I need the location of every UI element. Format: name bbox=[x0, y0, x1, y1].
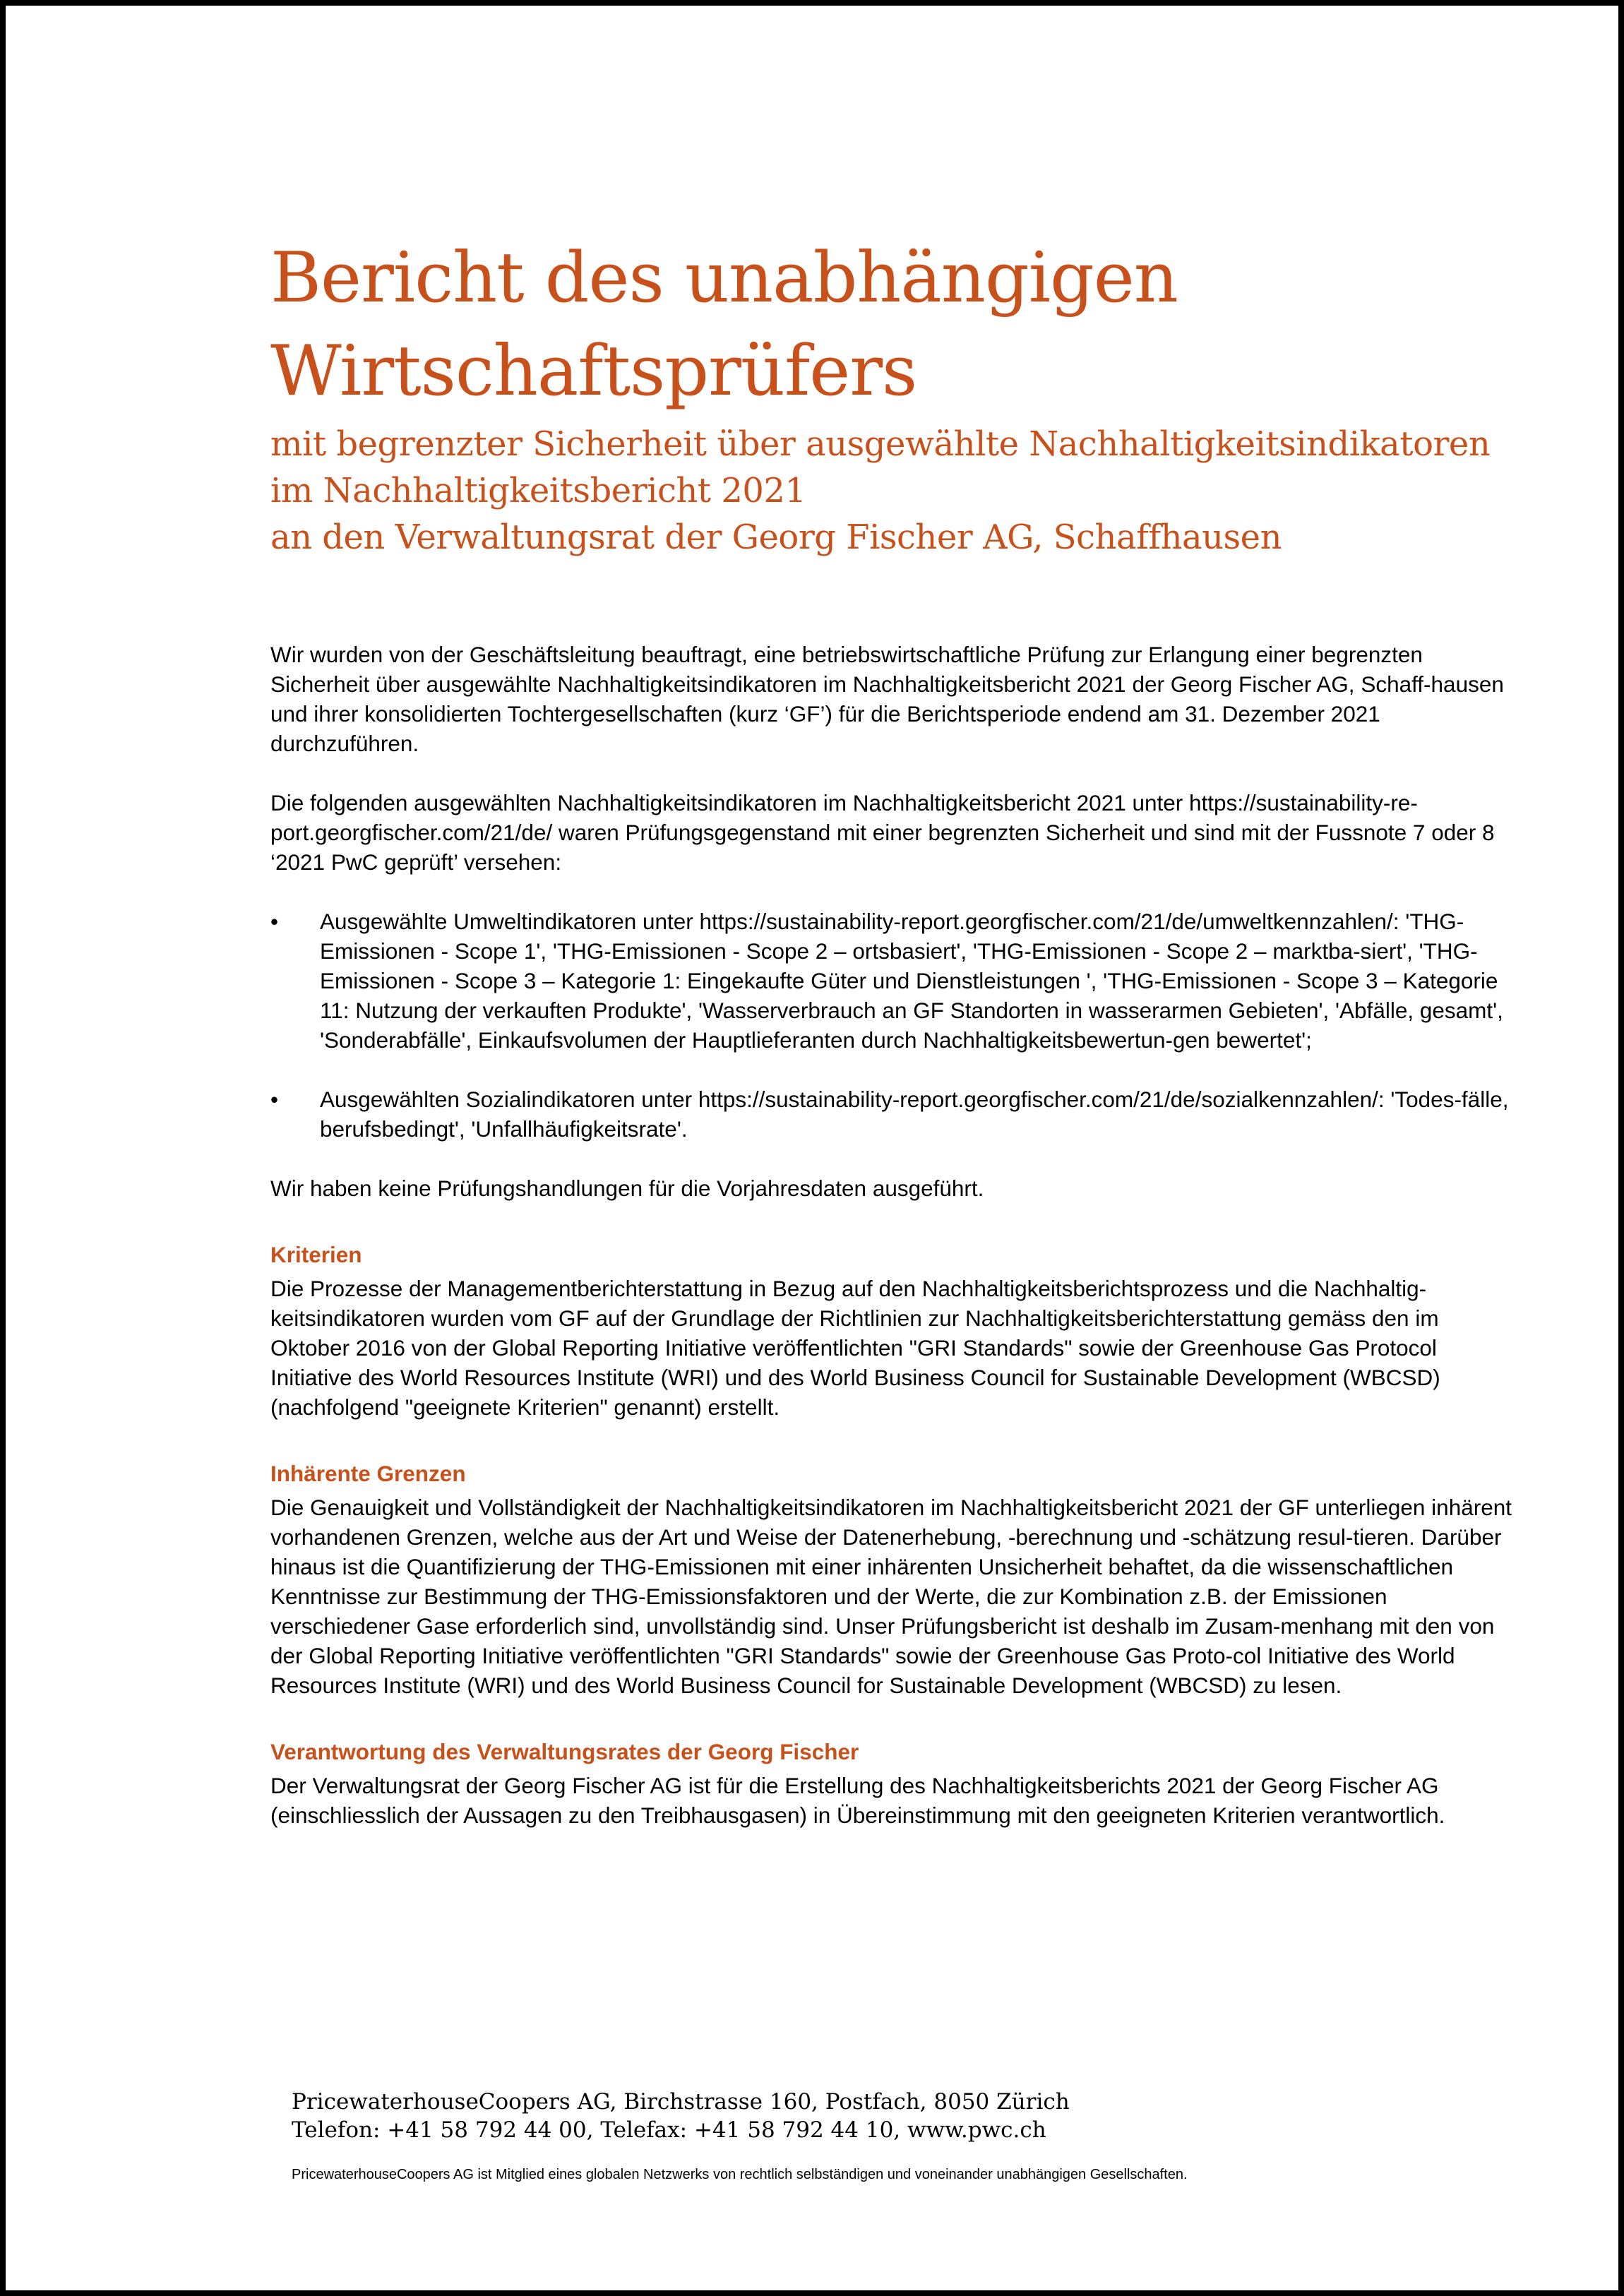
section-heading: Kriterien bbox=[270, 1242, 362, 1267]
list-item bbox=[270, 1084, 1513, 1144]
subtitle-line-2: im Nachhaltigkeitsbericht 2021 bbox=[270, 471, 806, 510]
section-kriterien bbox=[270, 1240, 1513, 1422]
section-heading: Inhärente Grenzen bbox=[270, 1461, 466, 1486]
section-text: Die Genauigkeit und Vollständigkeit der Nachhaltigkeitsindikatoren im Nachhaltigkeitsbericht 2021 der GF unterliegen inhärent vorhandenen Grenzen, welche aus der Art und Weise der Datenerhebung, -berechnung und -schätzung resul-tieren. Darüber hinaus ist die Quantifizierung der THG-Emissionen mit einer inhärenten Unsicherheit behaftet, da die wissenschaftlichen Kenntnisse zur Bestimmung der THG-Emissionsfaktoren und der Werte, die zur Kombination z.B. der Emissionen verschiedener Gase erforderlich sind, unvollständig sind. Unser Prüfungsbericht ist deshalb im Zusam-menhang mit den von der Global Reporting Initiative veröffentlichten "GRI Standards" sowie der Greenhouse Gas Proto-col Initiative des World Resources Institute (WRI) und des World Business Council for Sustainable Development (WBCSD) zu lesen. bbox=[270, 1495, 1512, 1698]
footer-contact: Telefon: +41 58 792 44 00, Telefax: +41 58 792 44 10, www.pwc.ch bbox=[292, 2117, 1046, 2143]
indicator-list bbox=[270, 907, 1513, 1144]
intro-paragraph-3: Wir haben keine Prüfungshandlungen für die Vorjahresdaten ausgeführt. bbox=[270, 1176, 984, 1201]
bullet-icon: • bbox=[270, 1087, 279, 1112]
section-inhaerente-grenzen bbox=[270, 1459, 1513, 1700]
list-item-text: Ausgewählten Sozialindikatoren unter https://sustainability-report.georgfischer.com/21/de/sozialkennzahlen/: 'Todes-fälle, berufsbedingt', 'Unfallhäufigkeitsrate'. bbox=[320, 1087, 1509, 1142]
list-item bbox=[270, 907, 1513, 1055]
page-footer bbox=[292, 2088, 1492, 2184]
report-content bbox=[270, 232, 1513, 1830]
section-heading: Verantwortung des Verwaltungsrates der Georg Fischer bbox=[270, 1739, 859, 1764]
intro-paragraph-2: Die folgenden ausgewählten Nachhaltigkeitsindikatoren im Nachhaltigkeitsbericht 2021 unter https://sustainability-re-port.georgfischer.com/21/de/ waren Prüfungsgegenstand mit einer begrenzten Sicherheit und sind mit der Fussnote 7 oder 8 ‘2021 PwC geprüft’ versehen: bbox=[270, 790, 1495, 875]
subtitle-line-1: mit begrenzter Sicherheit über ausgewählte Nachhaltigkeitsindikatoren bbox=[270, 424, 1491, 464]
subtitle-line-3: an den Verwaltungsrat der Georg Fischer AG, Schaffhausen bbox=[270, 518, 1282, 557]
title-line-2: Wirtschaftsprüfers bbox=[270, 331, 917, 412]
title-line-1: Bericht des unabhängigen bbox=[270, 238, 1178, 318]
list-item-text: Ausgewählte Umweltindikatoren unter https://sustainability-report.georgfischer.com/21/de/umweltkennzahlen/: 'THG-Emissionen - Scope 1', 'THG-Emissionen - Scope 2 – ortsbasiert', 'THG-Emissionen - Scope 2 – marktba-siert', 'THG-Emissionen - Scope 3 – Kategorie 1: Eingekaufte Güter und Dienstleistungen ', 'THG-Emissionen - Scope 3 – Kategorie 11: Nutzung der verkauften Produkte', 'Wasserverbrauch an GF Standorten in wasserarmen Gebieten', 'Abfälle, gesamt', 'Sonderabfälle', Einkaufsvolumen der Hauptlieferanten durch Nachhaltigkeitsbewertun-gen bewertet'; bbox=[320, 909, 1503, 1053]
footer-address: PricewaterhouseCoopers AG, Birchstrasse 160, Postfach, 8050 Zürich bbox=[292, 2089, 1070, 2115]
intro-paragraph-1: Wir wurden von der Geschäftsleitung beauftragt, eine betriebswirtschaftliche Prüfung zur Erlangung einer begrenzten Sicherheit über ausgewählte Nachhaltigkeitsindikatoren im Nachhaltigkeitsbericht 2021 der Georg Fischer AG, Schaff-hausen und ihrer konsolidierten Tochtergesellschaften (kurz ‘GF’) für die Berichtsperiode endend am 31. Dezember 2021 durchzuführen. bbox=[270, 642, 1504, 756]
report-subtitle bbox=[270, 421, 1513, 561]
report-title bbox=[270, 232, 1513, 418]
section-verantwortung bbox=[270, 1737, 1513, 1830]
section-text: Der Verwaltungsrat der Georg Fischer AG ist für die Erstellung des Nachhaltigkeitsberichts 2021 der Georg Fischer AG (einschliesslich der Aussagen zu den Treibhausgasen) in Übereinstimmung mit den geeigneten Kriterien verantwortlich. bbox=[270, 1773, 1445, 1828]
footer-legal-note: PricewaterhouseCoopers AG ist Mitglied eines globalen Netzwerks von rechtlich selbständigen und voneinander unabhängigen Gesellschaften. bbox=[292, 2167, 1188, 2182]
section-text: Die Prozesse der Managementberichterstattung in Bezug auf den Nachhaltigkeitsberichtsprozess und die Nachhaltig-keitsindikatoren wurden vom GF auf der Grundlage der Richtlinien zur Nachhaltigkeitsberichterstattung gemäss den im Oktober 2016 von der Global Reporting Initiative veröffentlichten "GRI Standards" sowie der Greenhouse Gas Protocol Initiative des World Resources Institute (WRI) und des World Business Council for Sustainable Development (WBCSD) (nachfolgend "geeignete Kriterien" genannt) erstellt. bbox=[270, 1276, 1440, 1420]
bullet-icon: • bbox=[270, 909, 279, 934]
